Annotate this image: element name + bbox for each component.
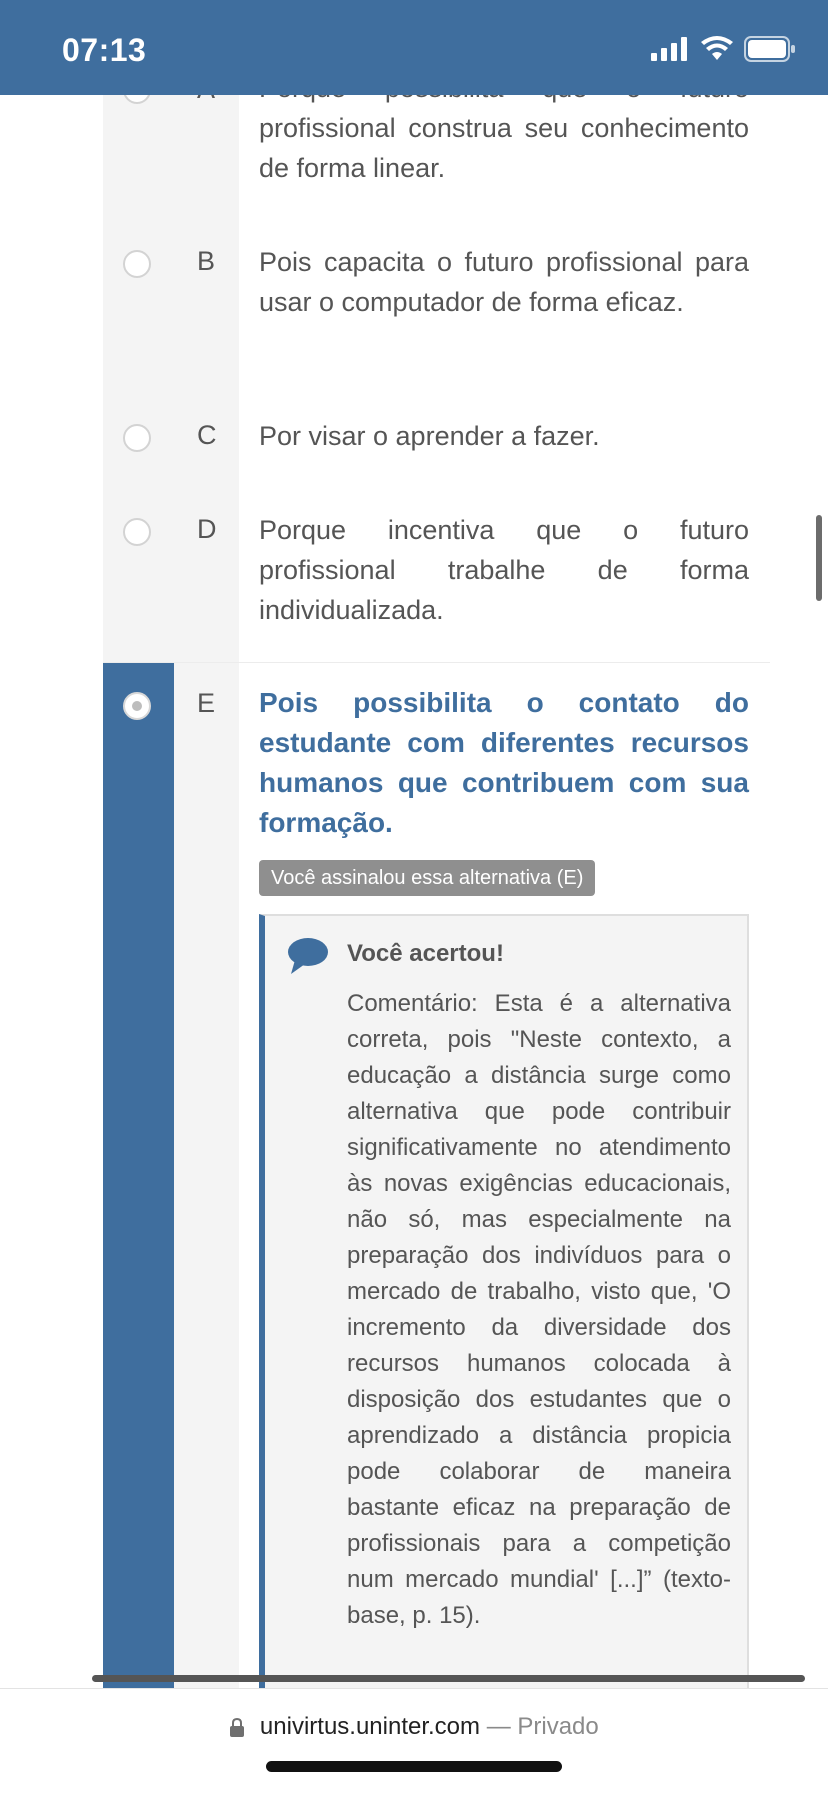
home-indicator[interactable]	[266, 1761, 562, 1772]
option-e-text: Pois possibilita o contato do estudante com diferentes recursos humanos que contribuem com sua formação.	[259, 687, 749, 838]
feedback-comment: Comentário: Esta é a alternativa correta, pois "Neste contexto, a educação a distância surge como alternativa que pode contribuir significativamente no atendimento às novas exigências educacionais, não só, mas especialmente na preparação dos indivíduos para o mercado de trabalho, visto que, 'O incremento da diversidade dos recursos humanos colocada à disposição dos estudantes que o aprendizado a distância propicia pode colaborar de maneira bastante eficaz na preparação de profissionais para a competição num mercado mundial' [...]” (texto-base, p. 15).	[347, 990, 731, 1629]
status-icons	[651, 36, 796, 64]
feedback-box	[259, 914, 749, 1688]
option-d-letter: D	[197, 514, 217, 544]
feedback-region	[103, 0, 770, 1688]
page-gutter	[0, 0, 103, 1688]
address-text[interactable]	[0, 1713, 828, 1741]
status-time: 07:13	[62, 32, 147, 68]
address-privacy: — Privado	[486, 1713, 599, 1740]
option-e-letter: E	[197, 688, 216, 718]
comment-icon	[287, 936, 329, 976]
option-a-text: profissional construa seu conhecimento de forma linear.	[259, 113, 749, 183]
feedback-title: Você acertou!	[347, 940, 504, 967]
browser-address-bar[interactable]	[0, 1688, 828, 1793]
battery-icon	[744, 36, 796, 62]
signal-icon	[651, 37, 689, 61]
ios-status-bar	[0, 0, 828, 95]
wifi-icon	[700, 36, 734, 62]
vertical-scrollbar[interactable]	[816, 515, 822, 601]
horizontal-scrollbar[interactable]	[92, 1675, 805, 1682]
option-b-text: Pois capacita o futuro profissional para usar o computador de forma eficaz.	[259, 247, 749, 317]
option-c-text: Por visar o aprender a fazer.	[259, 421, 600, 451]
selected-answer-badge: Você assinalou essa alternativa (E)	[259, 860, 595, 896]
option-b-letter: B	[197, 246, 216, 276]
lock-icon	[229, 1718, 245, 1738]
option-c-letter: C	[197, 420, 217, 450]
address-domain: univirtus.uninter.com	[259, 1713, 481, 1740]
option-d-text: Porque incentiva que o futuro profissional trabalhe de forma individualizada.	[259, 515, 749, 625]
